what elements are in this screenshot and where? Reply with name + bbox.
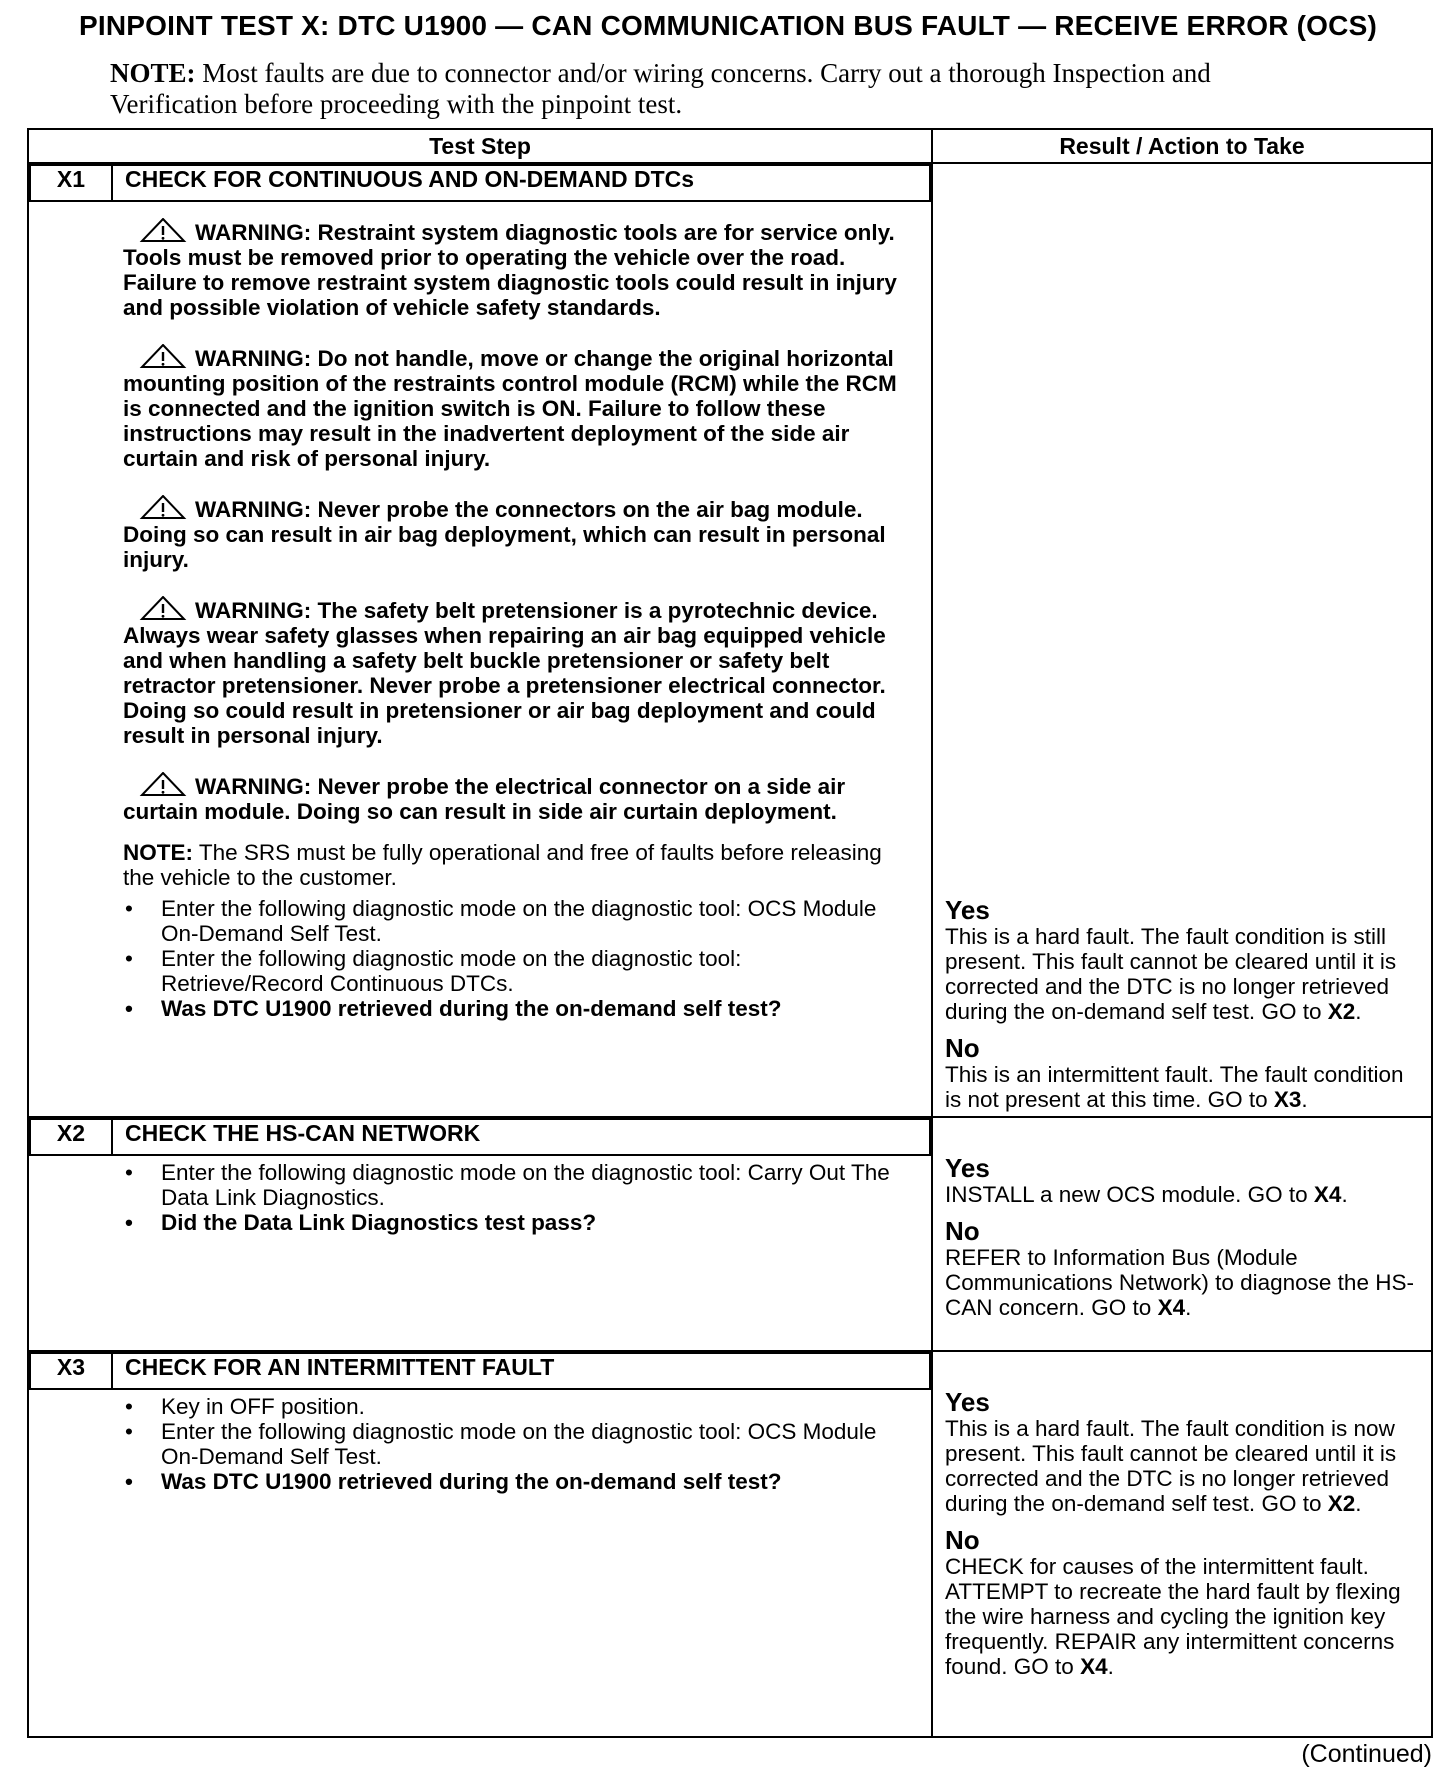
yes-label: Yes: [945, 1153, 990, 1183]
table-row-x3: [28, 1351, 1432, 1737]
step-heading: CHECK THE HS-CAN NETWORK: [112, 1119, 930, 1155]
yes-action-text: This is a hard fault. The fault condition is now present. This fault cannot be cleared until it is corrected and the DTC is no longer retrieved during the on-demand self test. GO to: [945, 1416, 1397, 1516]
step-question: • Did the Data Link Diagnostics test pass?: [123, 1210, 901, 1235]
result-block-x2: [933, 1118, 1431, 1320]
yes-action: INSTALL a new OCS module. GO to X4.: [945, 1182, 1348, 1207]
warning-text: WARNING: Restraint system diagnostic tools are for service only. Tools must be removed prior to operating the vehicle over the road. Failure to remove restraint system diagnostic tools could result in injury and possible violation of vehicle safety standards.: [123, 220, 897, 320]
intro-note-label: NOTE:: [110, 58, 196, 88]
step-heading: CHECK FOR CONTINUOUS AND ON-DEMAND DTCs: [112, 165, 930, 201]
page-title: PINPOINT TEST X: DTC U1900 — CAN COMMUNICATION BUS FAULT — RECEIVE ERROR (OCS): [79, 10, 1377, 41]
warning-triangle-icon: [139, 218, 187, 242]
step-note: [123, 840, 901, 890]
warning-block: [123, 344, 901, 471]
yes-action: This is a hard fault. The fault condition is now present. This fault cannot be cleared until it is corrected and the DTC is no longer retrieved during the on-demand self test. GO to X2.: [945, 1416, 1397, 1516]
warning-block: [123, 596, 901, 748]
goto-x3-link[interactable]: X3: [1273, 1087, 1302, 1112]
step-cell-x2: [28, 1117, 932, 1351]
step-question: • Was DTC U1900 retrieved during the on-demand self test?: [123, 996, 901, 1021]
goto-x4-link[interactable]: X4: [1080, 1654, 1108, 1679]
warning-text: WARNING: Never probe the electrical connector on a side air curtain module. Doing so can result in side air curtain deployment.: [123, 774, 846, 824]
step-heading-x3: [29, 1352, 931, 1390]
yes-label: Yes: [945, 1387, 990, 1417]
warning-triangle-icon: [139, 344, 187, 368]
goto-x2-link[interactable]: X2: [1327, 1491, 1356, 1516]
no-action-text: REFER to Information Bus (Module Communications Network) to diagnose the HS-CAN concern. GO to: [945, 1245, 1414, 1320]
step-note-label: NOTE:: [123, 840, 193, 865]
step-question: • Was DTC U1900 retrieved during the on-demand self test?: [123, 1469, 901, 1494]
column-header-test-step: Test Step: [28, 129, 932, 163]
result-block-x3: [933, 1352, 1431, 1679]
goto-x4-link[interactable]: X4: [1157, 1295, 1186, 1320]
step-instruction-list: [123, 1394, 901, 1494]
no-label: No: [945, 1216, 980, 1246]
step-number: X3: [30, 1353, 112, 1389]
step-body-x1: [29, 202, 931, 1021]
yes-action-text: INSTALL a new OCS module. GO to: [945, 1182, 1314, 1207]
no-action: CHECK for causes of the intermittent fault. ATTEMPT to recreate the hard fault by flexing the wire harness and cycling the ignition key frequently. REPAIR any intermittent concerns found. GO to X4.: [945, 1554, 1401, 1679]
warning-block: [123, 218, 901, 320]
yes-action: This is a hard fault. The fault condition is still present. This fault cannot be cleared until it is corrected and the DTC is no longer retrieved during the on-demand self test. GO to X2.: [945, 924, 1397, 1024]
no-label: No: [945, 1525, 980, 1555]
intro-note-text: Most faults are due to connector and/or wiring concerns. Carry out a thorough Inspection and Verification before proceeding with the pinpoint test.: [110, 58, 1211, 119]
yes-label: Yes: [945, 895, 990, 925]
no-action-text: CHECK for causes of the intermittent fault. ATTEMPT to recreate the hard fault by flexing the wire harness and cycling the ignition key frequently. REPAIR any intermittent concerns found. GO to: [945, 1554, 1401, 1679]
step-heading: CHECK FOR AN INTERMITTENT FAULT: [112, 1353, 930, 1389]
step-heading-x1: [29, 164, 931, 202]
continued-label: (Continued): [1301, 1740, 1432, 1768]
step-number: X1: [30, 165, 112, 201]
step-cell-x3: [28, 1351, 932, 1737]
step-instruction-list: [123, 896, 901, 1021]
intro-note: [110, 58, 1310, 120]
no-action: This is an intermittent fault. The fault condition is not present at this time. GO to X3.: [945, 1062, 1404, 1112]
table-row-x2: [28, 1117, 1432, 1351]
warning-triangle-icon: [139, 495, 187, 519]
step-instruction-list: [123, 1160, 901, 1235]
warning-triangle-icon: [139, 772, 187, 796]
step-cell-x1: [28, 163, 932, 1117]
list-item: • Enter the following diagnostic mode on the diagnostic tool: Carry Out The Data Link Diagnostics.: [123, 1160, 901, 1210]
warning-text: WARNING: Do not handle, move or change the original horizontal mounting position of the restraints control module (RCM) while the RCM is connected and the ignition switch is ON. Failure to follow these instructions may result in the inadvertent deployment of the side air curtain and risk of personal injury.: [123, 346, 897, 471]
step-note-text: The SRS must be fully operational and free of faults before releasing the vehicle to the customer.: [123, 840, 882, 890]
warning-text: WARNING: Never probe the connectors on the air bag module. Doing so can result in air bag deployment, which can result in personal injury.: [123, 497, 886, 572]
step-body-x2: [29, 1156, 931, 1235]
warning-triangle-icon: [139, 596, 187, 620]
result-cell-x1: [932, 163, 1432, 1117]
warning-block: [123, 495, 901, 572]
list-item: • Enter the following diagnostic mode on the diagnostic tool: Retrieve/Record Continuous DTCs.: [123, 946, 901, 996]
table-header-row: [28, 129, 1432, 163]
yes-action-text: This is a hard fault. The fault condition is still present. This fault cannot be cleared until it is corrected and the DTC is no longer retrieved during the on-demand self test. GO to: [945, 924, 1397, 1024]
result-cell-x2: [932, 1117, 1432, 1351]
step-heading-x2: [29, 1118, 931, 1156]
list-item: • Enter the following diagnostic mode on the diagnostic tool: OCS Module On-Demand Self Test.: [123, 896, 901, 946]
goto-x2-link[interactable]: X2: [1327, 999, 1356, 1024]
goto-x4-link[interactable]: X4: [1313, 1182, 1342, 1207]
no-action: REFER to Information Bus (Module Communications Network) to diagnose the HS-CAN concern. GO to X4.: [945, 1245, 1414, 1320]
warning-text: WARNING: The safety belt pretensioner is a pyrotechnic device. Always wear safety glasses when repairing an air bag equipped vehicle and when handling a safety belt buckle pretensioner or safety belt retractor pretensioner. Never probe a pretensioner electrical connector. Doing so could result in pretensioner or air bag deployment and could result in personal injury.: [123, 598, 886, 748]
result-cell-x3: [932, 1351, 1432, 1737]
list-item: • Enter the following diagnostic mode on the diagnostic tool: OCS Module On-Demand Self Test.: [123, 1419, 901, 1469]
column-header-result: Result / Action to Take: [932, 129, 1432, 163]
table-row-x1: [28, 163, 1432, 1117]
step-body-x3: [29, 1390, 931, 1494]
no-action-text: This is an intermittent fault. The fault condition is not present at this time. GO to: [945, 1062, 1404, 1112]
step-number: X2: [30, 1119, 112, 1155]
no-label: No: [945, 1033, 980, 1063]
result-block-x1: [933, 896, 1431, 1116]
list-item: • Key in OFF position.: [123, 1394, 901, 1419]
warning-block: [123, 772, 901, 824]
pinpoint-test-table: [27, 128, 1433, 1738]
